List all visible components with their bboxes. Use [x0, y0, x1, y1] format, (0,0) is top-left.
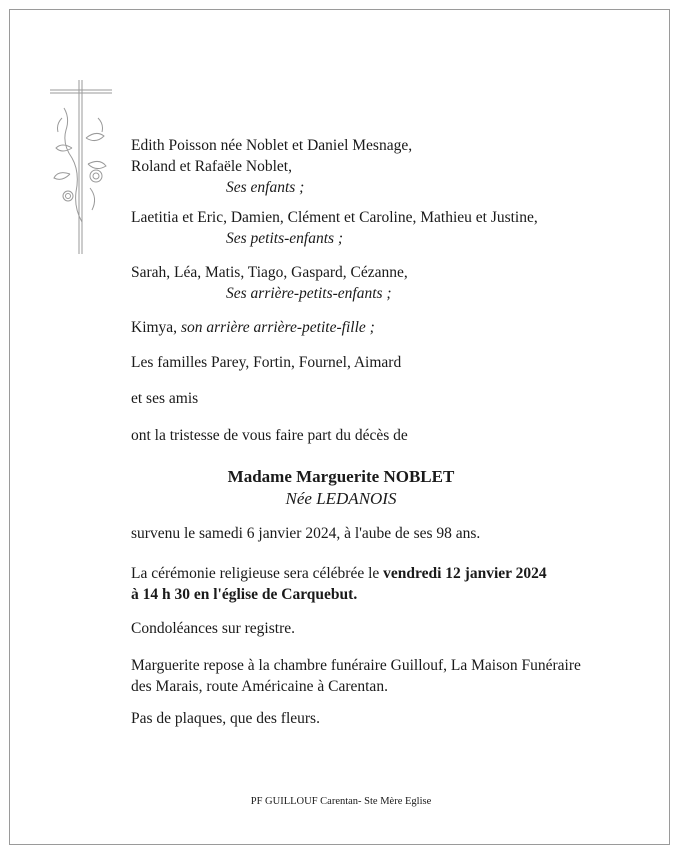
rest-line-1: Marguerite repose à la chambre funéraire Guillouf, La Maison Funéraire — [131, 657, 581, 674]
children-block — [131, 135, 412, 198]
condolences-line: Condoléances sur registre. — [131, 620, 295, 637]
death-info-line: survenu le samedi 6 janvier 2024, à l'aube de ses 98 ans. — [131, 525, 481, 542]
ceremony-prefix: La cérémonie religieuse sera célébrée le — [131, 565, 380, 582]
children-relation: Ses enfants ; — [226, 179, 305, 196]
great-grandchildren-relation: Ses arrière-petits-enfants ; — [226, 285, 392, 302]
grandchildren-relation: Ses petits-enfants ; — [226, 230, 344, 247]
rest-line-2: des Marais, route Américaine à Carentan. — [131, 678, 388, 695]
ceremony-date: vendredi 12 janvier 2024 — [383, 565, 547, 582]
children-line-2: Roland et Rafaële Noblet, — [131, 158, 292, 175]
ceremony-time-place: à 14 h 30 en l'église de Carquebut. — [131, 586, 358, 603]
families-line: Les familles Parey, Fortin, Fournel, Aimard — [131, 354, 402, 371]
ceremony-block — [131, 563, 547, 605]
cross-with-flowers-icon — [46, 78, 116, 256]
funeral-home-footer: PF GUILLOUF Carentan- Ste Mère Eglise — [250, 796, 432, 807]
great-great-grandchild-relation: son arrière arrière-petite-fille ; — [180, 319, 375, 336]
great-grandchildren-block — [131, 262, 408, 304]
great-great-grandchild-name: Kimya, — [131, 319, 178, 336]
friends-line: et ses amis — [131, 390, 199, 407]
grandchildren-names: Laetitia et Eric, Damien, Clément et Caroline, Mathieu et Justine, — [131, 209, 538, 226]
maiden-name: Née LEDANOIS — [285, 489, 397, 508]
children-line-1: Edith Poisson née Noblet et Daniel Mesnage, — [131, 137, 413, 154]
flowers-line: Pas de plaques, que des fleurs. — [131, 710, 320, 727]
great-great-grandchild-line — [131, 317, 375, 338]
great-grandchildren-names: Sarah, Léa, Matis, Tiago, Gaspard, Cézanne, — [131, 264, 408, 281]
grandchildren-block — [131, 207, 538, 249]
rest-block — [131, 655, 581, 697]
ceremony-line-1 — [131, 563, 547, 584]
deceased-name: Madame Marguerite NOBLET — [227, 467, 455, 486]
intro-line: ont la tristesse de vous faire part du décès de — [131, 427, 408, 444]
